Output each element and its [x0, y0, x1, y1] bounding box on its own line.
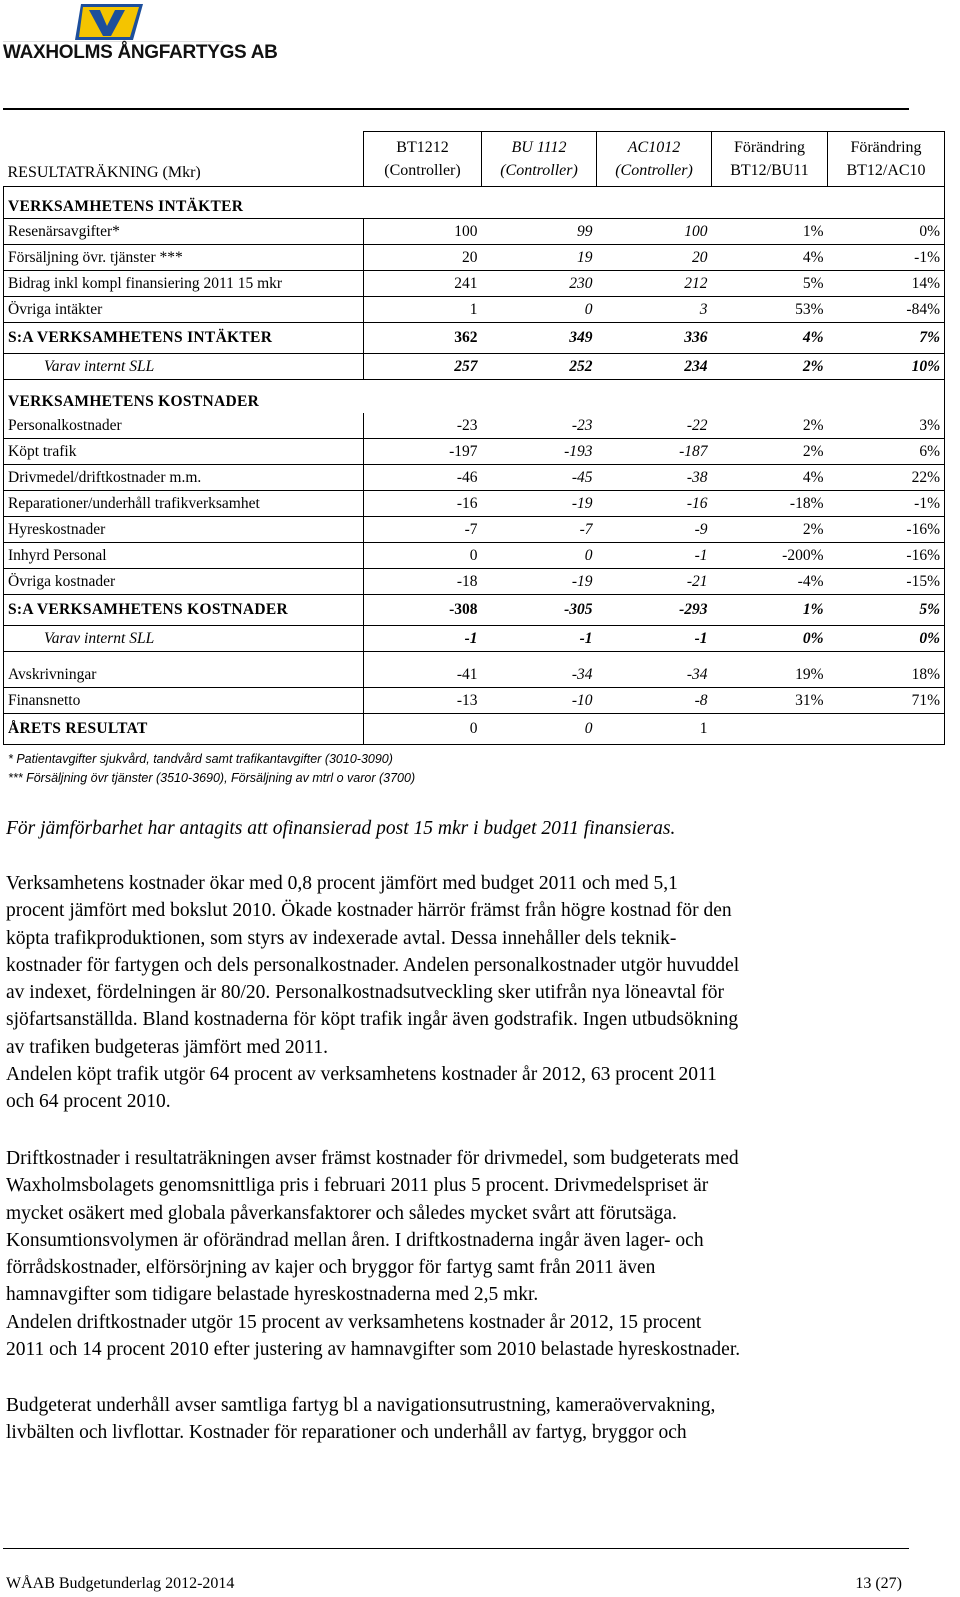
table-row	[4, 413, 945, 439]
logo-flag-icon	[3, 2, 223, 42]
section-heading-row	[4, 187, 945, 219]
cell: -200%	[712, 543, 828, 569]
column-header: Förändring BT12/AC10	[828, 132, 945, 187]
text-line: mycket osäkert med globala påverkansfaktorer och således mycket svårt att förutsäga.	[6, 1202, 677, 1224]
cell: 257	[364, 354, 482, 380]
cell: -1%	[828, 245, 945, 271]
cell: -41	[364, 652, 482, 688]
cell: -197	[364, 439, 482, 465]
cell: 19%	[712, 652, 828, 688]
table-row	[4, 491, 945, 517]
cell: 100	[597, 219, 712, 245]
text-line: köpta trafikproduktionen, som styrs av indexerade avtal. Dessa innehåller dels teknik-	[6, 927, 677, 949]
text-line: livbälten och livflottar. Kostnader för reparationer och underhåll av fartyg, bryggor och	[6, 1422, 687, 1444]
cell: 0%	[828, 219, 945, 245]
cell: 14%	[828, 271, 945, 297]
cell: 252	[482, 354, 597, 380]
cell: 212	[597, 271, 712, 297]
row-label: Övriga kostnader	[4, 569, 364, 595]
table-row	[4, 569, 945, 595]
cell: -1	[597, 543, 712, 569]
cell: 1	[597, 714, 712, 745]
row-label: S:A VERKSAMHETENS KOSTNADER	[4, 595, 364, 626]
header-rule	[3, 108, 909, 110]
row-label: Inhyrd Personal	[4, 543, 364, 569]
cell: -1	[482, 626, 597, 652]
cell: -19	[482, 491, 597, 517]
footer-document-title: WÅAB Budgetunderlag 2012-2014	[6, 1575, 235, 1592]
cell: 1%	[712, 219, 828, 245]
row-label: Finansnetto	[4, 688, 364, 714]
paragraph-costs	[6, 870, 926, 1116]
cell: 100	[364, 219, 482, 245]
cell: -19	[482, 569, 597, 595]
cell: 20	[597, 245, 712, 271]
cell: 31%	[712, 688, 828, 714]
footer-page-number: 13 (27)	[855, 1575, 902, 1592]
cell: 4%	[712, 245, 828, 271]
cell: -10	[482, 688, 597, 714]
cell: 2%	[712, 439, 828, 465]
cell: 4%	[712, 323, 828, 354]
row-label: Resenärsavgifter*	[4, 219, 364, 245]
cell: 0%	[712, 626, 828, 652]
row-label: ÅRETS RESULTAT	[4, 714, 364, 745]
text-line: hamnavgifter som tidigare belastade hyreskostnaderna med 2,5 mkr.	[6, 1284, 539, 1306]
row-label: Hyreskostnader	[4, 517, 364, 543]
company-logo	[3, 2, 278, 66]
cell: 99	[482, 219, 597, 245]
result-row	[4, 714, 945, 745]
text-line: Driftkostnader i resultaträkningen avser främst kostnader för drivmedel, som budgeterats med	[6, 1148, 739, 1169]
table-row	[4, 297, 945, 323]
cell: -34	[597, 652, 712, 688]
row-label: Övriga intäkter	[4, 297, 364, 323]
table-row	[4, 219, 945, 245]
cell: 71%	[828, 688, 945, 714]
cell: 230	[482, 271, 597, 297]
cell: 349	[482, 323, 597, 354]
cell: 18%	[828, 652, 945, 688]
text-line: sjöfartsanställda. Bland kostnaderna för köpt trafik ingår även godstrafik. Ingen utbudsökning	[6, 1009, 739, 1031]
cell: 1	[364, 297, 482, 323]
cell: -45	[482, 465, 597, 491]
subtotal-row	[4, 626, 945, 652]
table-row	[4, 271, 945, 297]
text-line: kostnader för fartygen och dels personalkostnader. Andelen personalkostnader utgör huvuddel	[6, 954, 740, 976]
text-line: 2011 och 14 procent 2010 efter justering av hamnavgifter som 2010 belastade hyreskostnader.	[6, 1339, 741, 1361]
cell: -293	[597, 595, 712, 626]
text-line: procent jämfört med bokslut 2010. Ökade kostnader härrör främst från högre kostnad för den	[6, 900, 732, 922]
cell: 362	[364, 323, 482, 354]
cell: 10%	[828, 354, 945, 380]
cell: 1%	[712, 595, 828, 626]
row-label: Varav internt SLL	[4, 626, 364, 652]
cell: -16	[364, 491, 482, 517]
table-row	[4, 688, 945, 714]
table-row	[4, 652, 945, 688]
cell: -23	[364, 413, 482, 439]
cell: -1	[597, 626, 712, 652]
cell: 2%	[712, 354, 828, 380]
cell: 2%	[802, 416, 824, 434]
cell	[712, 714, 828, 745]
footer-rule	[3, 1548, 909, 1549]
income-statement-table	[3, 131, 945, 745]
footnote: *** Försäljning övr tjänster (3510-3690), Försäljning av mtrl o varor (3700)	[8, 771, 416, 785]
cell: -193	[482, 439, 597, 465]
subtotal-row	[4, 354, 945, 380]
row-label: Försäljning övr. tjänster ***	[4, 245, 364, 271]
section-heading-row	[4, 380, 945, 413]
row-label: Köpt trafik	[4, 439, 364, 465]
text-line: av indexet, fördelningen är 80/20. Personalkostnadsutveckling sker utifrån nya löneavtal för	[6, 982, 725, 1004]
cell: 241	[364, 271, 482, 297]
cell: 2%	[712, 517, 828, 543]
total-row	[4, 595, 945, 626]
cell: 3	[597, 297, 712, 323]
cell: -16%	[828, 543, 945, 569]
column-header: BU 1112 (Controller)	[482, 132, 597, 187]
paragraph-operating-costs	[6, 1145, 926, 1363]
cell: -9	[597, 517, 712, 543]
column-header: Förändring BT12/BU11	[712, 132, 828, 187]
cell: -16%	[828, 517, 945, 543]
row-label: Avskrivningar	[4, 652, 364, 688]
cell: -21	[597, 569, 712, 595]
cell: -4%	[712, 569, 828, 595]
cell: -22	[686, 416, 708, 434]
text-line: Waxholmsbolagets genomsnittliga pris i februari 2011 plus 5 procent. Drivmedelspriset är	[6, 1175, 709, 1197]
table-row	[4, 517, 945, 543]
row-label: Drivmedel/driftkostnader m.m.	[4, 465, 364, 491]
table-row	[4, 543, 945, 569]
text-line: Konsumtionsvolymen är oförändrad mellan åren. I driftkostnaderna ingår även lager- och	[6, 1229, 704, 1251]
cell: 4%	[712, 465, 828, 491]
cell: -305	[482, 595, 597, 626]
cell: 53%	[712, 297, 828, 323]
cell: -38	[597, 465, 712, 491]
cell: -84%	[828, 297, 945, 323]
cell: 5%	[712, 271, 828, 297]
row-label: Bidrag inkl kompl finansiering 2011 15 mkr	[4, 271, 364, 297]
table-row	[4, 465, 945, 491]
text-line: Budgeterat underhåll avser samtliga fartyg bl a navigationsutrustning, kameraövervakning,	[6, 1395, 716, 1416]
row-label: Reparationer/underhåll trafikverksamhet	[4, 491, 364, 517]
company-name: WAXHOLMS ÅNGFARTYGS AB	[3, 42, 278, 63]
text-line: Andelen driftkostnader utgör 15 procent av verksamhetens kostnader år 2012, 15 procent	[6, 1311, 702, 1333]
cell: -1%	[828, 491, 945, 517]
row-label: Varav internt SLL	[4, 354, 364, 380]
text-line: förrådskostnader, elförsörjning av kajer och bryggor för fartyg samt från 2011 även	[6, 1257, 656, 1279]
cell: 336	[597, 323, 712, 354]
text-line: Verksamhetens kostnader ökar med 0,8 procent jämfört med budget 2011 och med 5,1	[6, 873, 678, 894]
column-header: AC1012 (Controller)	[597, 132, 712, 187]
cell: 7%	[828, 323, 945, 354]
cell: 234	[597, 354, 712, 380]
cell: 0	[482, 543, 597, 569]
cell: -187	[597, 439, 712, 465]
cell: -13	[364, 688, 482, 714]
cell: -15%	[828, 569, 945, 595]
italic-note: För jämförbarhet har antagits att ofinansierad post 15 mkr i budget 2011 finansieras.	[6, 818, 676, 839]
section-heading: VERKSAMHETENS INTÄKTER	[4, 187, 945, 219]
section-heading: VERKSAMHETENS KOSTNADER	[4, 380, 945, 413]
cell: -18%	[712, 491, 828, 517]
cell: 6%	[828, 439, 945, 465]
cell	[828, 714, 945, 745]
table-row	[4, 245, 945, 271]
cell: -18	[364, 569, 482, 595]
cell: 0%	[828, 626, 945, 652]
footnote: * Patientavgifter sjukvård, tandvård samt trafikantavgifter (3010-3090)	[8, 752, 393, 766]
cell: 0	[364, 714, 482, 745]
cell: -308	[364, 595, 482, 626]
cell: -23	[571, 416, 593, 434]
cell: -7	[364, 517, 482, 543]
cell: 20	[364, 245, 482, 271]
cell: -34	[482, 652, 597, 688]
text-line: och 64 procent 2010.	[6, 1091, 171, 1113]
text-line: Andelen köpt trafik utgör 64 procent av verksamhetens kostnader år 2012, 63 procent 2011	[6, 1064, 717, 1086]
row-label: S:A VERKSAMHETENS INTÄKTER	[4, 323, 364, 354]
cell: 3%	[828, 413, 945, 439]
cell: 0	[364, 543, 482, 569]
cell: 19	[482, 245, 597, 271]
cell: -8	[597, 688, 712, 714]
cell: -7	[482, 517, 597, 543]
comparability-note	[6, 815, 926, 842]
table-title: RESULTATRÄKNING (Mkr)	[7, 163, 201, 181]
cell: 0	[482, 297, 597, 323]
row-label: Personalkostnader	[4, 413, 364, 439]
table-row	[4, 439, 945, 465]
cell: 0	[482, 714, 597, 745]
cell: -46	[364, 465, 482, 491]
column-header: BT1212 (Controller)	[364, 132, 482, 187]
paragraph-maintenance	[6, 1392, 926, 1447]
cell: 5%	[828, 595, 945, 626]
total-row	[4, 323, 945, 354]
cell: 22%	[828, 465, 945, 491]
table-header-row	[4, 132, 945, 187]
cell: -1	[364, 626, 482, 652]
cell: -16	[597, 491, 712, 517]
text-line: av trafiken budgeteras jämfört med 2011.	[6, 1036, 328, 1058]
